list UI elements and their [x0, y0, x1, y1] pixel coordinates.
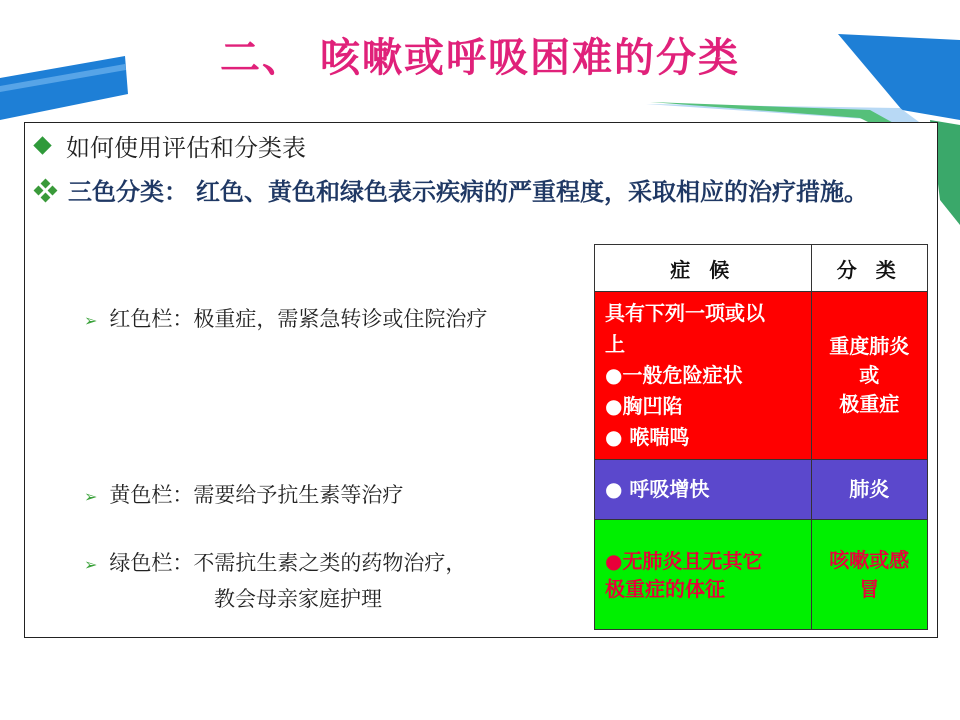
classification-line: 肺炎 [849, 477, 890, 501]
green-classification-cell [811, 520, 927, 630]
bullet-three-color [34, 172, 924, 212]
symptom-line: ●一般危险症状 [605, 363, 743, 387]
symptom-line: 上 [605, 332, 625, 356]
table-row-red [595, 292, 928, 460]
classification-line: 咳嗽或感 [829, 547, 910, 572]
four-diamond-bullet-icon [34, 179, 58, 203]
purple-classification-cell [811, 460, 927, 520]
symptom-line: 极重症的体征 [605, 576, 725, 601]
arrow-bullet-icon: ➢ [84, 487, 98, 506]
header-symptoms: 症 候 [595, 245, 812, 292]
green-column-text-2: 教会母亲家庭护理 [214, 587, 382, 611]
table-row-purple [595, 460, 928, 520]
classification-line: 重度肺炎 [829, 334, 910, 358]
arrow-bullet-icon: ➢ [84, 555, 98, 574]
yellow-column-item [84, 478, 403, 514]
classification-line: 极重症 [839, 392, 900, 416]
symptom-line: ●无肺炎且无其它 [605, 548, 763, 573]
green-symptoms-cell [595, 520, 812, 630]
diamond-bullet-icon [34, 137, 52, 155]
red-column-item [84, 302, 487, 338]
bullet-how-to-use-text: 如何使用评估和分类表 [66, 134, 306, 162]
red-column-text: 红色栏：极重症，需紧急转诊或住院治疗 [109, 307, 488, 331]
classification-line: 或 [859, 363, 880, 387]
symptom-line: ● 喉喘鸣 [605, 425, 690, 449]
yellow-column-text: 黄色栏：需要给予抗生素等治疗 [109, 483, 404, 507]
three-color-lead: 三色分类： [68, 177, 188, 206]
bullet-how-to-use [34, 128, 306, 163]
red-symptoms-cell [595, 292, 812, 460]
three-color-text: 红色、黄色和绿色表示疾病的严重程度，采取相应的治疗措施。 [196, 177, 868, 206]
red-classification-cell [811, 292, 927, 460]
table-header-row [595, 245, 928, 292]
classification-table [594, 244, 928, 630]
purple-symptoms-cell [595, 460, 812, 520]
green-column-item [84, 546, 466, 616]
symptom-line: ●胸凹陷 [605, 394, 683, 418]
arrow-bullet-icon: ➢ [84, 311, 98, 330]
table-row-green [595, 520, 928, 630]
symptom-line: 具有下列一项或以 [605, 301, 765, 325]
symptom-line: ● 呼吸增快 [605, 477, 710, 501]
green-column-text-1: 绿色栏：不需抗生素之类的药物治疗， [109, 551, 467, 575]
header-classification: 分 类 [811, 245, 927, 292]
page-title: 二、 咳嗽或呼吸困难的分类 [220, 34, 740, 81]
classification-line: 冒 [859, 576, 880, 601]
